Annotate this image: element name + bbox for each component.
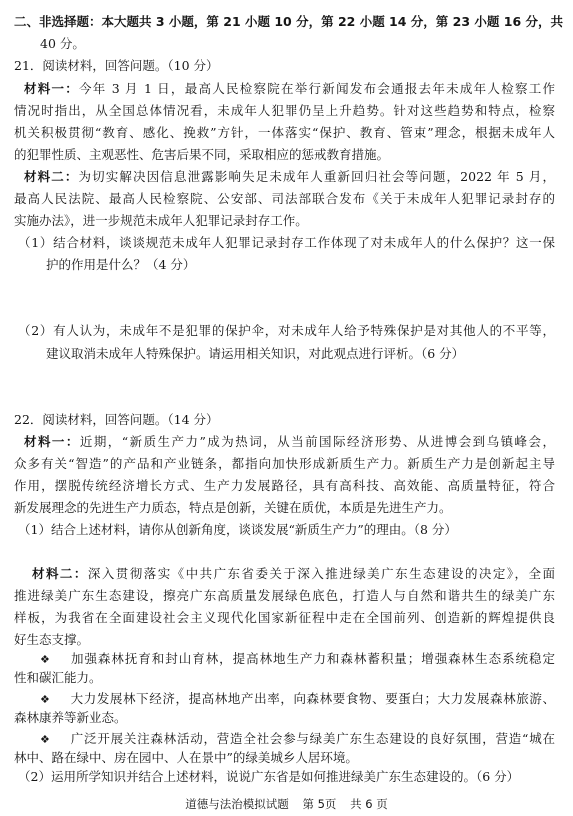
q21-material1-line3: 机关积极贯彻“教育、感化、挽救”方针，一体落实“保护、教育、管束”理念，根据未成年人 [14, 125, 555, 140]
q22-question1: （1）结合上述材料，请你从创新角度，谈谈发展“新质生产力”的理由。（8 分） [18, 522, 457, 537]
q21-material2-line3: 实施办法》，进一步规范未成年人犯罪记录封存工作。 [14, 213, 308, 228]
section-heading-cont: 40 分。 [40, 36, 85, 51]
footer-page-number: 第 5页 [302, 797, 337, 811]
q22-material1-line4: 新发展理念的先进生产力质态，特点是创新，关键在质优，本质是先进生产力。 [14, 500, 452, 515]
q22-material2-line4: 好生态支撑。 [14, 632, 90, 647]
q22-material1-line2: 众多有关“智造”的产品和产业链条，都指向加快形成新质生产力。新质生产力是创新起主导 [14, 456, 555, 471]
q22-bullet2-line2: 森林康养等新业态。 [14, 710, 127, 725]
page-footer [0, 796, 573, 812]
q21-material1-label: 材料一： [24, 81, 80, 96]
q21-title: 21．阅读材料，回答问题。（10 分） [14, 58, 219, 73]
q21-material1-line2: 情况时指出，从全国总体情况看，未成年人犯罪仍呈上升趋势。针对这些趋势和特点，检察 [14, 103, 555, 118]
q22-material2-line3: 样板，为我省在全面建设社会主义现代化国家新征程中走在全国前列、创造新的辉煌提供良 [14, 610, 555, 625]
q21-material1-line4: 的犯罪性质、主观恶性、危害后果不同，采取相应的惩戒教育措施。 [14, 147, 390, 162]
q22-material2-line2: 推进绿美广东生态建设，擦亮广东高质量发展绿色底色，打造人与自然和谐共生的绿美广东 [14, 588, 555, 603]
q22-material2-label: 材料二： [32, 566, 88, 581]
q22-question2: （2）运用所学知识并结合上述材料，说说广东省是如何推进绿美广东生态建设的。（6 分） [18, 769, 520, 784]
diamond-bullet-icon: ❖ [40, 653, 50, 666]
q22-material1-line3: 作用，摆脱传统经济增长方式、生产力发展路径，具有高科技、高效能、高质量特征，符合 [14, 478, 555, 493]
q21-material2-line1: 材料二：为切实解决因信息泄露影响失足未成年人重新回归社会等问题，2022 年 5 月， [24, 169, 555, 184]
q21-question1-line1: （1）结合材料，谈谈规范未成年人犯罪记录封存工作体现了对未成年人的什么保护？这一保 [18, 235, 555, 250]
q22-bullet3-line2: 林中、路在绿中、房在园中、人在景中”的绿美城乡人居环境。 [14, 750, 358, 765]
q21-question2-line2: 建议取消未成年人特殊保护。请运用相关知识，对此观点进行评析。（6 分） [46, 346, 465, 361]
q21-material2-label: 材料二： [24, 169, 79, 184]
diamond-bullet-icon: ❖ [40, 693, 50, 706]
q22-material1-label: 材料一： [24, 434, 80, 449]
footer-page-total: 共 6 页 [350, 797, 388, 811]
footer-subject: 道德与法治模拟试题 [185, 797, 289, 811]
q22-material1-line1: 材料一：近期，“新质生产力”成为热词，从当前国际经济形势、从进博会到乌镇峰会， [24, 434, 555, 449]
q22-bullet1-line1: ❖ 加强森林抚育和封山育林，提高林地生产力和森林蓄积量；增强森林生态系统稳定 [0, 650, 555, 669]
q22-title: 22．阅读材料，回答问题。（14 分） [14, 412, 219, 427]
q21-material2-line2: 最高人民法院、最高人民检察院、公安部、司法部联合发布《关于未成年人犯罪记录封存的 [14, 191, 555, 206]
q21-material1-line1: 材料一：今年 3 月 1 日，最高人民检察院在举行新闻发布会通报去年未成年人检察工作 [24, 81, 555, 96]
diamond-bullet-icon: ❖ [40, 733, 50, 746]
q21-question2-line1: （2）有人认为，未成年不是犯罪的保护伞，对未成年人给予特殊保护是对其他人的不平等， [18, 323, 555, 338]
q22-bullet3-line1: ❖ 广泛开展关注森林活动，营造全社会参与绿美广东生态建设的良好氛围，营造“城在 [0, 730, 555, 749]
q21-question1-line2: 护的作用是什么？（4 分） [46, 257, 196, 272]
section-heading: 二、非选择题：本大题共 3 小题，第 21 小题 10 分，第 22 小题 14 分，第 23 小题 16 分，共 [14, 14, 563, 29]
q22-bullet1-line2: 性和碳汇能力。 [14, 670, 102, 685]
q22-bullet2-line1: ❖ 大力发展林下经济，提高林地产出率，向森林要食物、要蛋白；大力发展森林旅游、 [0, 690, 555, 709]
q22-material2-line1: 材料二：深入贯彻落实《中共广东省委关于深入推进绿美广东生态建设的决定》，全面 [32, 566, 555, 581]
